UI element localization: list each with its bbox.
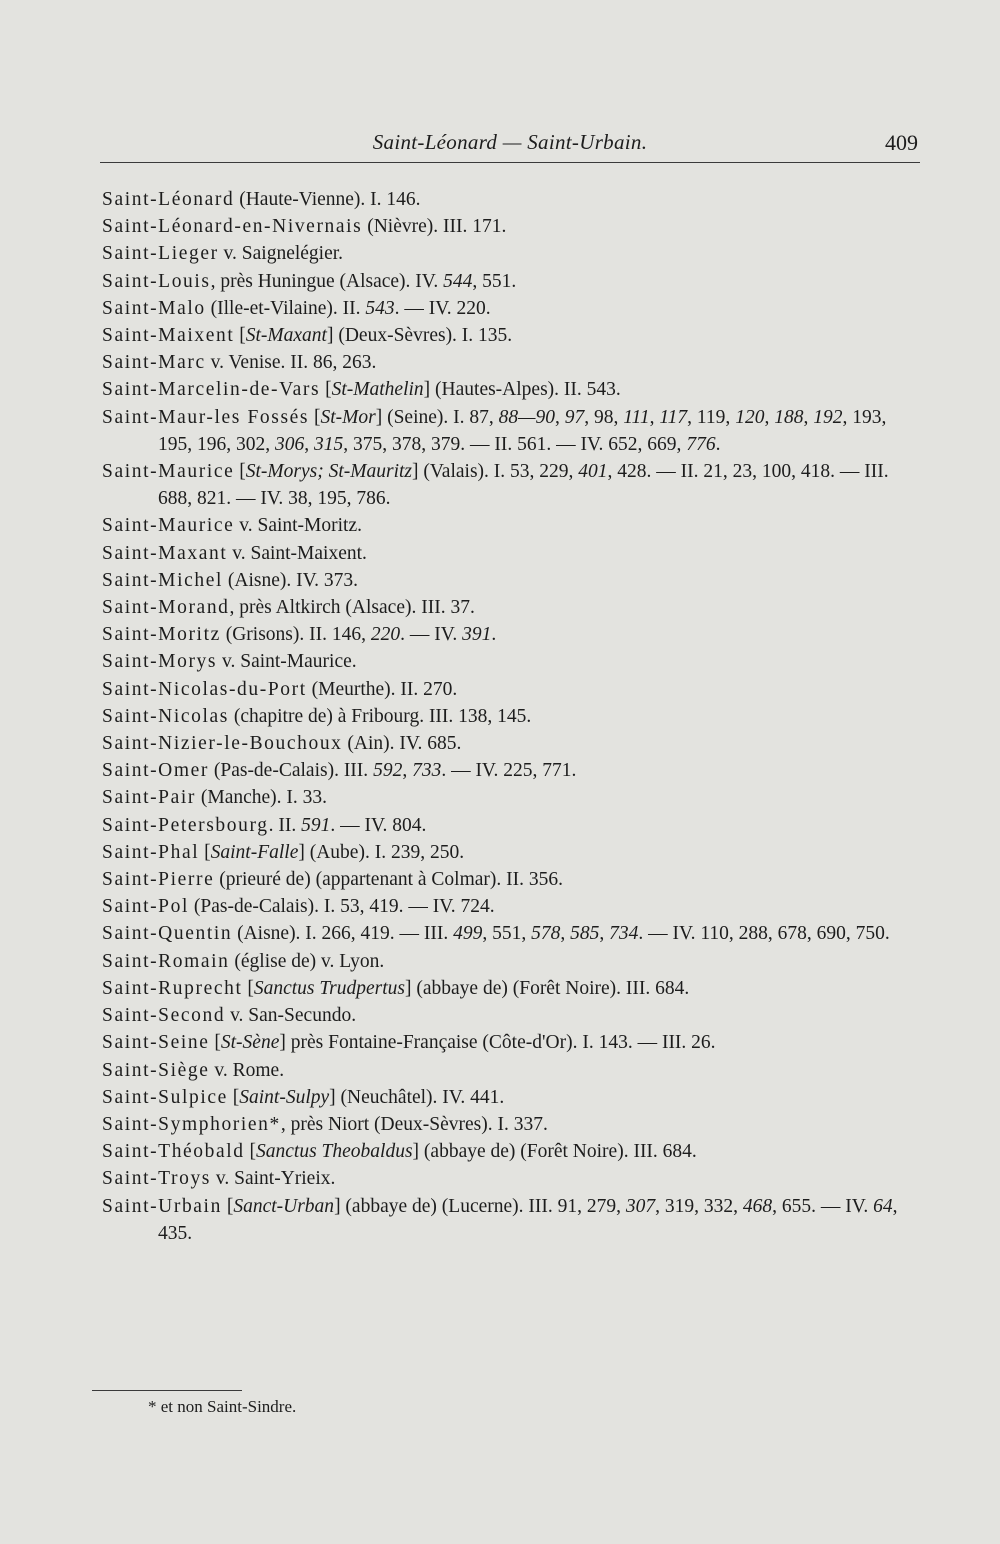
entry-italic-ref: 468 bbox=[742, 1195, 773, 1217]
entry-text: (Pas-de-Calais). I. 53, 419. — IV. 724. bbox=[189, 896, 495, 918]
index-entry bbox=[102, 186, 922, 213]
running-title: Saint-Léonard — Saint-Urbain. bbox=[372, 130, 648, 154]
entry-headword: Saint-Nicolas-du-Port bbox=[102, 678, 307, 700]
entry-text: [ bbox=[221, 1195, 234, 1217]
entry-text: . bbox=[491, 624, 497, 646]
index-entry bbox=[102, 784, 922, 811]
entry-text: , bbox=[560, 923, 571, 945]
entry-text: (Pas-de-Calais). III. bbox=[208, 760, 374, 782]
entry-italic-ref: Sanctus Trudpertus bbox=[253, 977, 405, 999]
entry-text: , 551. bbox=[472, 270, 517, 292]
entry-italic-ref: 111 bbox=[623, 406, 650, 428]
index-entry bbox=[102, 1193, 922, 1247]
entry-headword: Saint-Quentin bbox=[102, 923, 233, 945]
entry-italic-ref: 585 bbox=[570, 923, 600, 945]
entry-italic-ref: 578 bbox=[531, 923, 561, 945]
entry-text: v. Saint-Moritz. bbox=[234, 515, 362, 537]
entry-text: [ bbox=[309, 406, 321, 428]
running-head bbox=[100, 128, 920, 163]
index-entry bbox=[102, 839, 922, 866]
index-entry bbox=[102, 1029, 922, 1056]
entry-text: , bbox=[402, 760, 413, 782]
entry-text: ] (Seine). I. 87, bbox=[375, 406, 499, 428]
index-entry bbox=[102, 349, 922, 376]
footnote: * et non Saint-Sindre. bbox=[148, 1397, 297, 1416]
entry-text: ] (Valais). I. 53, 229, bbox=[412, 461, 579, 483]
entry-text: . bbox=[715, 433, 721, 455]
entry-headword: Saint-Maxant bbox=[102, 542, 228, 564]
entry-text: , près Niort (Deux-Sèvres). I. 337. bbox=[280, 1113, 548, 1135]
entry-text: [ bbox=[199, 841, 211, 863]
entry-text: (Grisons). II. 146, bbox=[220, 624, 371, 646]
entry-text: ] (abbaye de) (Forêt Noire). III. 684. bbox=[412, 1141, 697, 1163]
index-entry bbox=[102, 1084, 922, 1111]
index-entry bbox=[102, 1138, 922, 1165]
entry-text: (Nièvre). III. 171. bbox=[362, 216, 507, 238]
entry-text: v. Saint-Yrieix. bbox=[211, 1168, 336, 1190]
entry-text: , bbox=[304, 433, 314, 455]
entry-headword: Saint-Maur-les Fossés bbox=[102, 406, 310, 428]
entry-headword: Saint-Petersbourg bbox=[102, 814, 269, 836]
index-entry bbox=[102, 948, 922, 975]
index-entry bbox=[102, 1111, 922, 1138]
entry-headword: Saint-Maixent bbox=[102, 325, 235, 347]
entry-text: (chapitre de) à Fribourg. III. 138, 145. bbox=[228, 705, 532, 727]
entry-headword: Saint-Pol bbox=[102, 896, 189, 918]
index-entry bbox=[102, 240, 922, 267]
entry-headword: Saint-Romain bbox=[102, 950, 230, 972]
entry-text: . — IV. 804. bbox=[330, 814, 427, 836]
entry-headword: Saint-Michel bbox=[102, 569, 224, 591]
entry-text: [ bbox=[242, 977, 254, 999]
entry-text: ] (Deux-Sèvres). I. 135. bbox=[326, 325, 513, 347]
index-entry bbox=[102, 703, 922, 730]
entry-text: , 428. — II. 21, 23, 100, 418. — III. 688, 821. — IV. 38, 195, 786. bbox=[158, 461, 889, 510]
entry-italic-ref: 401 bbox=[578, 461, 608, 483]
entry-italic-ref: St-Sène bbox=[220, 1032, 280, 1054]
index-entry bbox=[102, 322, 922, 349]
entry-headword: Saint-Morand bbox=[102, 597, 230, 619]
entry-italic-ref: 97 bbox=[564, 406, 585, 428]
index-entry bbox=[102, 920, 922, 947]
entry-text: . II. bbox=[268, 814, 302, 836]
entry-text: ] près Fontaine-Française (Côte-d'Or). I. 143. — III. 26. bbox=[279, 1032, 716, 1054]
entry-headword: Saint-Urbain bbox=[102, 1195, 222, 1217]
entry-text: [ bbox=[234, 325, 246, 347]
index-entry bbox=[102, 540, 922, 567]
entry-italic-ref: St-Morys; St-Mauritz bbox=[245, 461, 413, 483]
entry-italic-ref: Sanct-Urban bbox=[233, 1195, 335, 1217]
entry-text: v. Saint-Maixent. bbox=[227, 542, 367, 564]
entry-italic-ref: 64 bbox=[873, 1195, 893, 1217]
entry-text: ] (Hautes-Alpes). II. 543. bbox=[423, 379, 621, 401]
entry-text: v. Saint-Maurice. bbox=[217, 651, 357, 673]
entry-text: . — IV. bbox=[400, 624, 463, 646]
entry-text: , 193, 195, 196, 302, bbox=[158, 406, 887, 455]
index-entry bbox=[102, 213, 922, 240]
entry-italic-ref: 592 bbox=[373, 760, 403, 782]
entry-text: (Aisne). I. 266, 419. — III. bbox=[232, 923, 454, 945]
entry-headword: Saint-Troys bbox=[102, 1168, 211, 1190]
entry-italic-ref: 188 bbox=[774, 406, 804, 428]
entry-text: , 98, bbox=[584, 406, 624, 428]
entry-text: v. Rome. bbox=[209, 1059, 285, 1081]
index-entry bbox=[102, 567, 922, 594]
page-number: 409 bbox=[885, 130, 918, 155]
entry-italic-ref: 192 bbox=[813, 406, 843, 428]
entry-text: [ bbox=[244, 1141, 256, 1163]
entry-headword: Saint-Ruprecht bbox=[102, 977, 243, 999]
entry-italic-ref: 220 bbox=[370, 624, 401, 646]
entry-text: , bbox=[764, 406, 775, 428]
entry-headword: Saint-Omer bbox=[102, 760, 209, 782]
entry-headword: Saint-Louis bbox=[102, 270, 211, 292]
entry-text: [ bbox=[209, 1032, 221, 1054]
entry-text: , près Altkirch (Alsace). III. 37. bbox=[229, 597, 475, 619]
index-entry bbox=[102, 1057, 922, 1084]
entry-italic-ref: 776 bbox=[686, 433, 716, 455]
entry-text: , bbox=[649, 406, 660, 428]
index-entry bbox=[102, 376, 922, 403]
index-entry bbox=[102, 268, 922, 295]
entry-headword: Saint-Léonard-en-Nivernais bbox=[102, 216, 363, 238]
index-entry bbox=[102, 1002, 922, 1029]
entry-text: . — IV. 220. bbox=[394, 297, 491, 319]
entry-italic-ref: 117 bbox=[659, 406, 688, 428]
entry-headword: Saint-Théobald bbox=[102, 1141, 245, 1163]
index-entry bbox=[102, 730, 922, 757]
entry-headword: Saint-Léonard bbox=[102, 189, 235, 210]
entry-italic-ref: 591 bbox=[301, 814, 331, 836]
index-entry bbox=[102, 621, 922, 648]
index-entry bbox=[102, 757, 922, 784]
entry-headword: Saint-Marcelin-de-Vars bbox=[102, 379, 321, 401]
entry-text: , 119, bbox=[687, 406, 736, 428]
entry-italic-ref: 391 bbox=[462, 624, 492, 646]
footnote-rule bbox=[92, 1390, 242, 1391]
entry-text: , bbox=[803, 406, 814, 428]
entry-text: (Haute-Vienne). I. 146. bbox=[234, 189, 421, 210]
entry-headword: Saint-Malo bbox=[102, 297, 206, 319]
entry-headword: Saint-Symphorien* bbox=[102, 1113, 281, 1135]
index-entry bbox=[102, 512, 922, 539]
entry-text: ] (abbaye de) (Forêt Noire). III. 684. bbox=[405, 977, 690, 999]
index-entries bbox=[102, 186, 922, 1247]
entry-italic-ref: St-Maxant bbox=[245, 325, 327, 347]
entry-text: (Ille-et-Vilaine). II. bbox=[205, 297, 366, 319]
entry-headword: Saint-Moritz bbox=[102, 624, 221, 646]
entry-italic-ref: 733 bbox=[412, 760, 442, 782]
entry-text: , 319, 332, bbox=[655, 1195, 743, 1217]
entry-italic-ref: 544 bbox=[443, 270, 473, 292]
entry-headword: Saint-Marc bbox=[102, 352, 206, 374]
entry-text: (prieuré de) (appartenant à Colmar). II. 356. bbox=[214, 869, 564, 891]
entry-headword: Saint-Phal bbox=[102, 841, 200, 863]
entry-text: . — IV. 225, 771. bbox=[441, 760, 577, 782]
entry-italic-ref: St-Mathelin bbox=[331, 379, 424, 401]
index-entry bbox=[102, 893, 922, 920]
index-entry bbox=[102, 594, 922, 621]
entry-italic-ref: 307 bbox=[625, 1195, 656, 1217]
entry-headword: Saint-Morys bbox=[102, 651, 218, 673]
index-entry bbox=[102, 295, 922, 322]
index-entry bbox=[102, 975, 922, 1002]
entry-headword: Saint-Sulpice bbox=[102, 1086, 228, 1108]
entry-text: v. Saignelégier. bbox=[218, 243, 344, 265]
entry-text: v. San-Secundo. bbox=[225, 1005, 357, 1027]
index-entry bbox=[102, 812, 922, 839]
entry-headword: Saint-Nicolas bbox=[102, 705, 229, 727]
entry-text: (église de) v. Lyon. bbox=[229, 950, 385, 972]
entry-text: (Meurthe). II. 270. bbox=[306, 678, 458, 700]
entry-text: [ bbox=[234, 461, 246, 483]
entry-text: , 435. bbox=[158, 1195, 898, 1244]
entry-italic-ref: 543 bbox=[365, 297, 395, 319]
entry-headword: Saint-Pair bbox=[102, 787, 196, 809]
entry-headword: Saint-Lieger bbox=[102, 243, 219, 265]
entry-italic-ref: 499 bbox=[453, 923, 483, 945]
entry-text: (Ain). IV. 685. bbox=[342, 733, 462, 755]
entry-text: (Aisne). IV. 373. bbox=[223, 569, 359, 591]
index-entry bbox=[102, 648, 922, 675]
entry-text: [ bbox=[227, 1086, 240, 1108]
entry-headword: Saint-Nizier-le-Bouchoux bbox=[102, 733, 343, 755]
entry-italic-ref: Saint-Falle bbox=[210, 841, 299, 863]
index-entry bbox=[102, 676, 922, 703]
entry-text: , bbox=[554, 406, 565, 428]
entry-text: , 655. — IV. bbox=[772, 1195, 874, 1217]
entry-headword: Saint-Second bbox=[102, 1005, 226, 1027]
entry-text: ] (Aube). I. 239, 250. bbox=[298, 841, 465, 863]
entry-text: . — IV. 110, 288, 678, 690, 750. bbox=[638, 923, 890, 945]
entry-text: , bbox=[599, 923, 610, 945]
entry-italic-ref: Saint-Sulpy bbox=[239, 1086, 330, 1108]
entry-headword: Saint-Seine bbox=[102, 1032, 210, 1054]
entry-headword: Saint-Maurice bbox=[102, 515, 235, 537]
entry-italic-ref: Sanctus Theobaldus bbox=[256, 1141, 413, 1163]
entry-headword: Saint-Pierre bbox=[102, 869, 215, 891]
index-entry bbox=[102, 404, 922, 458]
entry-italic-ref: 734 bbox=[609, 923, 639, 945]
entry-headword: Saint-Siège bbox=[102, 1059, 210, 1081]
entry-text: (Manche). I. 33. bbox=[196, 787, 328, 809]
entry-text: , 375, 378, 379. — II. 561. — IV. 652, 669, bbox=[343, 433, 687, 455]
entry-italic-ref: St-Mor bbox=[320, 406, 376, 428]
index-entry bbox=[102, 866, 922, 893]
entry-italic-ref: 315 bbox=[314, 433, 344, 455]
index-entry bbox=[102, 458, 922, 512]
entry-italic-ref: 88—90 bbox=[498, 406, 555, 428]
entry-text: , près Huningue (Alsace). IV. bbox=[210, 270, 444, 292]
index-entry bbox=[102, 1165, 922, 1192]
entry-text: v. Venise. II. 86, 263. bbox=[205, 352, 377, 374]
entry-text: [ bbox=[320, 379, 332, 401]
entry-text: , 551, bbox=[482, 923, 532, 945]
entry-italic-ref: 120 bbox=[735, 406, 765, 428]
entry-headword: Saint-Maurice bbox=[102, 461, 235, 483]
entry-text: ] (abbaye de) (Lucerne). III. 91, 279, bbox=[334, 1195, 626, 1217]
entry-italic-ref: 306 bbox=[275, 433, 305, 455]
entry-text: ] (Neuchâtel). IV. 441. bbox=[329, 1086, 505, 1108]
